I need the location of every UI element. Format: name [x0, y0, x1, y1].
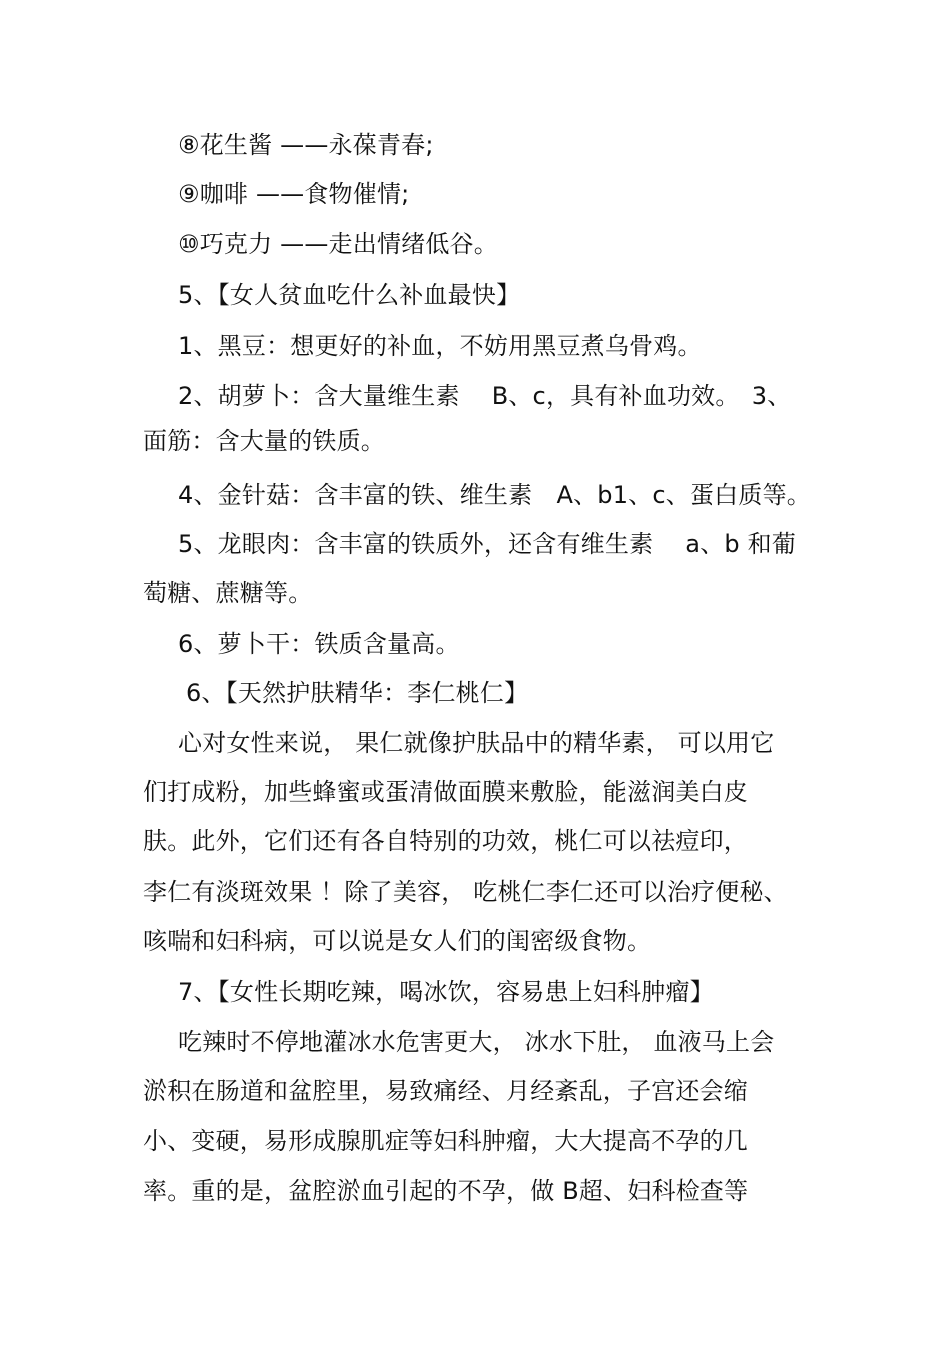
text-line-1: ⑧花生酱 ——永葆青春; — [178, 131, 434, 159]
text-line-19: 吃辣时不停地灌冰水危害更大， 冰水下肚， 血液马上会 — [178, 1028, 775, 1056]
text-line-16: 李仁有淡斑效果 ！除了美容， 吃桃仁李仁还可以治疗便秘、 — [143, 878, 788, 906]
text-line-3: ⑩巧克力 ——走出情绪低谷。 — [178, 230, 498, 258]
section-heading-6: 6、【天然护肤精华：李仁桃仁】 — [186, 679, 529, 707]
text-line-17: 咳喘和妇科病，可以说是女人们的闺密级食物。 — [143, 927, 652, 955]
text-line-15: 肤。此外，它们还有各自特别的功效，桃仁可以祛痘印， — [143, 827, 748, 855]
text-line-9: 5、龙眼肉：含丰富的铁质外，还含有维生素 a、b 和葡 — [178, 530, 797, 558]
section-heading-5: 5、【女人贫血吃什么补血最快】 — [178, 281, 521, 309]
section-heading-7: 7、【女性长期吃辣，喝冰饮，容易患上妇科肿瘤】 — [178, 978, 714, 1006]
text-line-8: 4、金针菇：含丰富的铁、维生素 A、b1、c、蛋白质等。 — [178, 481, 811, 509]
text-line-7: 面筋：含大量的铁质。 — [143, 427, 385, 455]
text-line-5: 1、黑豆：想更好的补血，不妨用黑豆煮乌骨鸡。 — [178, 332, 702, 360]
text-line-10: 萄糖、蔗糖等。 — [143, 579, 313, 607]
text-line-22: 率。重的是，盆腔淤血引起的不孕，做 B超、妇科检查等 — [143, 1177, 749, 1205]
text-line-2: ⑨咖啡 ——食物催情; — [178, 180, 410, 208]
text-line-11: 6、萝卜干：铁质含量高。 — [178, 630, 460, 658]
text-line-13: 心对女性来说， 果仁就像护肤品中的精华素， 可以用它 — [178, 729, 775, 757]
text-line-21: 小、变硬，易形成腺肌症等妇科肿瘤，大大提高不孕的几 — [143, 1127, 748, 1155]
text-line-20: 淤积在肠道和盆腔里，易致痛经、月经紊乱，子宫还会缩 — [143, 1077, 748, 1105]
text-line-14: 们打成粉，加些蜂蜜或蛋清做面膜来敷脸，能滋润美白皮 — [143, 778, 748, 806]
text-line-6: 2、胡萝卜：含大量维生素 B、c，具有补血功效。 3、 — [178, 382, 792, 410]
